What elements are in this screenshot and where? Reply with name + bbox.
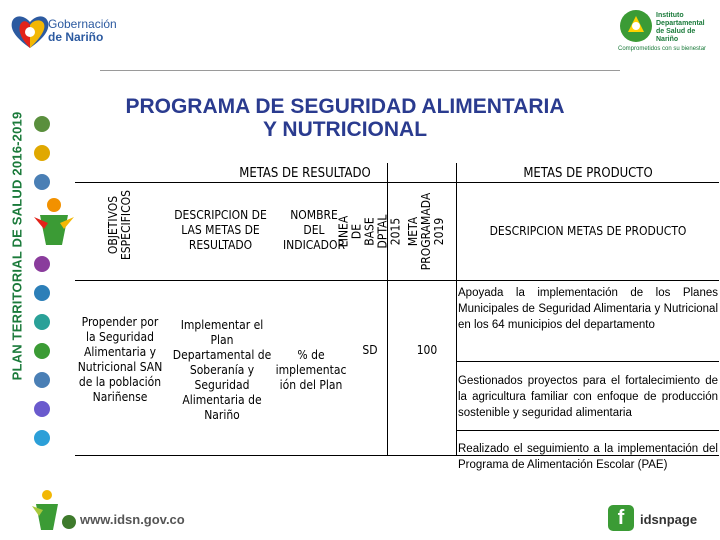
header-metas-resultado: METAS DE RESULTADO bbox=[239, 165, 371, 181]
banner-text: PLAN TERRITORIAL DE SALUD 2016-2019 bbox=[9, 111, 25, 381]
producto-divider-2 bbox=[456, 430, 719, 431]
header-descripcion-resultado: DESCRIPCION DE LAS METAS DE RESULTADO bbox=[174, 207, 267, 252]
cell-descripcion-resultado: Implementar el Plan Departamental de Soberanía y Seguridad Alimentaria de Nariño bbox=[172, 317, 272, 422]
header-descripcion-producto: DESCRIPCION METAS DE PRODUCTO bbox=[489, 223, 687, 238]
header-meta-programada: META PROGRAMADA 2019 bbox=[406, 192, 447, 270]
cell-producto-2: Gestionados proyectos para el fortalecimiento de la agricultura familiar con enfoque de producción sostenible y seguridad alimentaria bbox=[458, 375, 718, 419]
gobernacion-name: Gobernación de Nariño bbox=[48, 17, 117, 44]
globe-icon bbox=[62, 515, 76, 529]
page-title: PROGRAMA DE SEGURIDAD ALIMENTARIA Y NUTRICIONAL bbox=[125, 95, 565, 141]
cell-meta: 100 bbox=[416, 342, 438, 357]
cell-linea-base: SD bbox=[362, 342, 378, 357]
website-link[interactable]: www.idsn.gov.co bbox=[80, 512, 185, 527]
footer-mascot-icon bbox=[32, 488, 62, 532]
cell-objetivo: Propender por la Seguridad Alimentaria y Nutricional SAN de la población Nariñense bbox=[77, 315, 163, 404]
producto-divider-1 bbox=[456, 361, 719, 362]
header-nombre-indicador: NOMBRE DEL INDICADOR bbox=[283, 207, 345, 252]
table-border-header bbox=[75, 280, 719, 281]
cell-producto-1: Apoyada la implementación de los Planes Municipales de Seguridad Alimentaria y Nutricional en los 64 municipios del departamento bbox=[458, 287, 718, 331]
idsn-tagline: Comprometidos con su bienestar bbox=[618, 46, 707, 52]
facebook-page-link[interactable]: idsnpage bbox=[640, 512, 698, 527]
header-metas-producto: METAS DE PRODUCTO bbox=[523, 165, 653, 181]
idsn-name: Instituto Departamental de Salud de Nariño bbox=[656, 12, 705, 43]
cell-producto-3: Realizado el seguimiento a la implementación del Programa de Alimentación Escolar (PAE) bbox=[458, 443, 718, 471]
facebook-icon[interactable]: f bbox=[608, 505, 634, 531]
header-objetivos: OBJETIVOS ESPECIFICOS bbox=[106, 189, 134, 261]
cell-indicador: % de implementac ión del Plan bbox=[275, 347, 347, 392]
header-linea-base: LINEA DE BASE DPTAL 2015 bbox=[336, 214, 403, 248]
